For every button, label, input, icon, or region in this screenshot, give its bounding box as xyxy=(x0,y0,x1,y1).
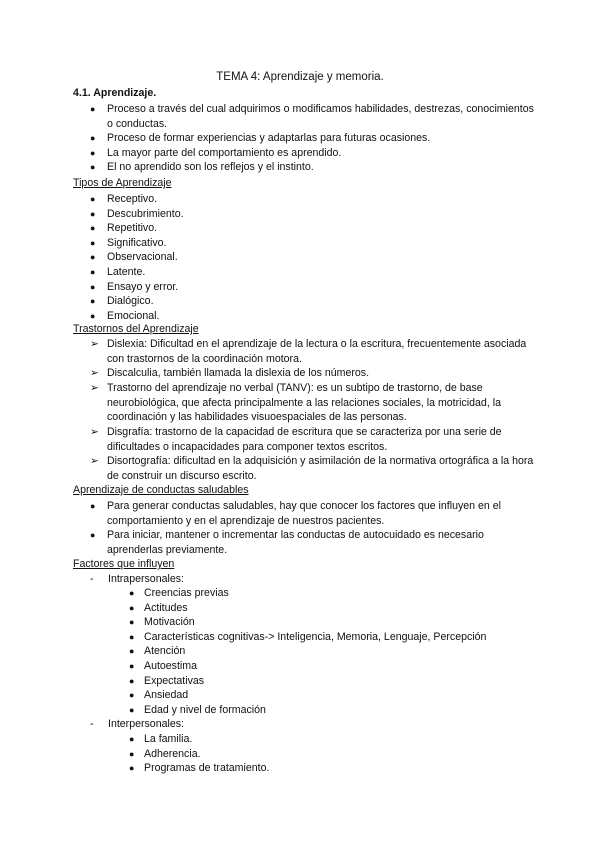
item-text: Observacional. xyxy=(107,251,178,264)
item-text-line: con trastornos de la coordinación motora. xyxy=(107,352,302,365)
item-text: Interpersonales: xyxy=(108,718,184,730)
item-text: La familia. xyxy=(144,733,193,745)
item-text-line: La mayor parte del comportamiento es aprendido. xyxy=(107,147,342,159)
item-text-line: Proceso de formar experiencias y adaptarlas para futuras ocasiones. xyxy=(107,132,431,144)
dash-icon: - xyxy=(90,573,94,585)
bullet-icon: ● xyxy=(90,252,96,263)
item-text-line: neurobiológica, que afecta principalmente a las relaciones sociales, la motricidad, la xyxy=(107,396,501,409)
item-text: Dialógico. xyxy=(107,295,154,308)
bullet-icon: ● xyxy=(90,223,96,234)
item-text xyxy=(107,160,314,175)
bullet-icon: ● xyxy=(129,646,135,657)
bullet-icon: ● xyxy=(129,748,135,759)
arrow-bullet-icon: ➢ xyxy=(90,367,99,379)
item-text: Descubrimiento. xyxy=(107,207,184,220)
section-heading-aprendizaje: 4.1. Aprendizaje. xyxy=(73,87,157,99)
bullet-icon: ● xyxy=(90,237,96,248)
bullet-icon: ● xyxy=(90,267,96,277)
arrow-bullet-icon: ➢ xyxy=(90,338,99,350)
item-text xyxy=(107,102,534,131)
item-text-line: El no aprendido son los reflejos y el instinto. xyxy=(107,161,314,173)
item-text: Receptivo. xyxy=(107,193,158,205)
bullet-icon: ● xyxy=(90,501,96,511)
item-text-line: dificultades o incapacidades para componer textos escritos. xyxy=(107,440,388,453)
item-text: Emocional. xyxy=(107,309,160,322)
item-text: Ensayo y error. xyxy=(107,280,179,293)
item-text: Atención xyxy=(144,645,186,658)
item-text xyxy=(107,381,501,425)
item-text xyxy=(107,337,526,366)
bullet-icon: ● xyxy=(90,194,96,204)
item-text: Edad y nivel de formación xyxy=(144,703,266,716)
bullet-icon: ● xyxy=(90,281,96,292)
bullet-icon: ● xyxy=(90,104,96,114)
bullet-icon: ● xyxy=(129,631,135,642)
item-text xyxy=(107,146,341,161)
item-text: Significativo. xyxy=(107,236,167,249)
item-text: Repetitivo. xyxy=(107,222,158,235)
section-heading-conductas: Aprendizaje de conductas saludables xyxy=(73,484,249,496)
item-text-line: coordinación y las habilidades visuoespaciales de las personas. xyxy=(107,411,407,423)
bullet-icon: ● xyxy=(90,296,96,307)
item-text-line: Para generar conductas saludables, hay que conocer los factores que influyen en el xyxy=(107,500,501,512)
item-text-line: Disgrafía: trastorno de la capacidad de escritura que se caracteriza por una serie de xyxy=(107,426,502,438)
item-text-line: Discalculia, también llamada la dislexia de los números. xyxy=(107,367,370,379)
item-text xyxy=(107,366,369,381)
item-text: Motivación xyxy=(144,616,195,629)
item-text-line: Dislexia: Dificultad en el aprendizaje de la lectura o la escritura, frecuentemente asociada xyxy=(107,338,527,350)
arrow-bullet-icon: ➢ xyxy=(90,455,99,467)
item-text-line: de construir un discurso escrito. xyxy=(107,469,257,482)
bullet-icon: ● xyxy=(90,162,96,172)
dash-icon: - xyxy=(90,718,94,730)
item-text xyxy=(107,528,484,557)
bullet-icon: ● xyxy=(129,602,135,613)
bullet-icon: ● xyxy=(90,148,96,158)
bullet-icon: ● xyxy=(129,690,135,701)
item-text: Adherencia. xyxy=(144,747,201,760)
bullet-icon: ● xyxy=(129,588,135,598)
bullet-icon: ● xyxy=(129,617,135,628)
item-text xyxy=(107,454,533,483)
bullet-icon: ● xyxy=(129,734,135,744)
item-text-line: o conductas. xyxy=(107,117,168,130)
item-text-line: aprenderlas previamente. xyxy=(107,543,228,556)
item-text-line: Disortografía: dificultad en la adquisición y asimilación de la normativa ortográfica a la hora xyxy=(107,455,534,467)
bullet-icon: ● xyxy=(90,310,96,321)
item-text xyxy=(107,499,501,528)
section-heading-factores: Factores que influyen xyxy=(73,558,175,570)
bullet-icon: ● xyxy=(129,675,135,686)
item-text: Latente. xyxy=(107,266,146,278)
item-text: Características cognitivas-> Inteligencia, Memoria, Lenguaje, Percepción xyxy=(144,630,487,643)
arrow-bullet-icon: ➢ xyxy=(90,426,99,438)
item-text: Expectativas xyxy=(144,674,205,687)
bullet-icon: ● xyxy=(90,530,96,540)
item-text: Ansiedad xyxy=(144,689,189,702)
item-text: Autoestima xyxy=(144,660,197,672)
item-text: Programas de tratamiento. xyxy=(144,762,270,775)
arrow-bullet-icon: ➢ xyxy=(90,382,99,394)
bullet-icon: ● xyxy=(129,661,135,671)
section-heading-trastornos: Trastornos del Aprendizaje xyxy=(73,323,199,335)
document-title: TEMA 4: Aprendizaje y memoria. xyxy=(216,71,384,83)
item-text xyxy=(107,425,502,454)
bullet-icon: ● xyxy=(129,704,135,715)
item-text-line: Proceso a través del cual adquirimos o modificamos habilidades, destrezas, conocimientos xyxy=(107,103,534,115)
item-text: Actitudes xyxy=(144,601,188,614)
section-heading-tipos: Tipos de Aprendizaje xyxy=(73,177,172,189)
bullet-icon: ● xyxy=(129,763,135,774)
item-text-line: Trastorno del aprendizaje no verbal (TANV): es un subtipo de trastorno, de base xyxy=(107,382,483,394)
item-text: Intrapersonales: xyxy=(108,573,184,585)
item-text-line: Para iniciar, mantener o incrementar las conductas de autocuidado es necesario xyxy=(107,529,484,541)
bullet-icon: ● xyxy=(90,133,96,143)
item-text: Creencias previas xyxy=(144,587,229,599)
item-text-line: comportamiento y en el aprendizaje de nuestros pacientes. xyxy=(107,514,385,527)
bullet-icon: ● xyxy=(90,208,96,219)
item-text xyxy=(107,131,430,146)
